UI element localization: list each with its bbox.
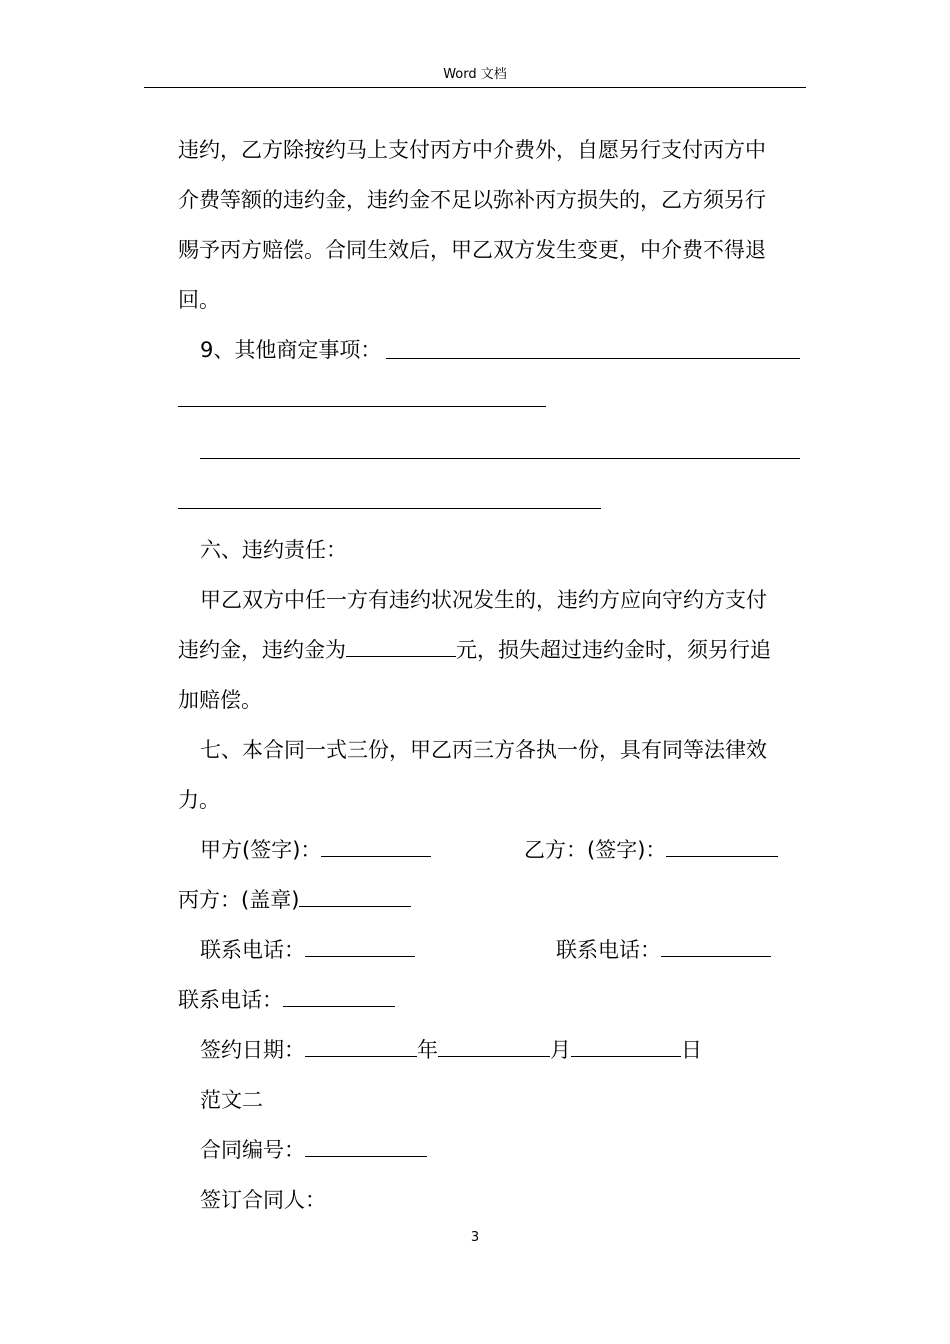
- paragraph-line: 加赔偿。: [178, 688, 262, 712]
- text-span: 甲方(签字)：: [200, 838, 322, 862]
- signature-blank: [666, 836, 778, 857]
- text-span: 丙方：(盖章): [178, 888, 300, 912]
- month-blank: [438, 1036, 550, 1057]
- party-a-signature: [200, 836, 431, 864]
- signing-date: [200, 1036, 702, 1064]
- paragraph-line: 介费等额的违约金，违约金不足以弥补丙方损失的，乙方须另行: [178, 188, 766, 212]
- item9-label: 9、其他商定事项：: [200, 338, 382, 362]
- party-b-signature: [524, 836, 778, 864]
- contract-number-blank: [305, 1136, 427, 1157]
- signers-label: 签订合同人：: [200, 1188, 326, 1212]
- year-blank: [305, 1036, 417, 1057]
- header-rule: [144, 87, 806, 88]
- party-c-phone: [178, 986, 395, 1014]
- party-a-phone: [200, 936, 415, 964]
- paragraph-line: [178, 636, 771, 664]
- text-span: 合同编号：: [200, 1138, 305, 1162]
- text-span: 日: [681, 1038, 702, 1062]
- paragraph-line: 甲乙双方中任一方有违约状况发生的，违约方应向守约方支付: [200, 588, 767, 612]
- text-span: 违约金，违约金为: [178, 638, 346, 662]
- text-span: 年: [417, 1038, 438, 1062]
- text-span: 联系电话：: [200, 938, 305, 962]
- contract-number: [200, 1136, 427, 1164]
- text-span: 联系电话：: [556, 938, 661, 962]
- paragraph-line: 力。: [178, 788, 220, 812]
- sample2-title: 范文二: [200, 1088, 263, 1112]
- text-span: 月: [550, 1038, 571, 1062]
- phone-blank: [305, 936, 415, 957]
- penalty-amount-blank: [346, 636, 456, 657]
- phone-blank: [283, 986, 395, 1007]
- text-span: 签约日期：: [200, 1038, 305, 1062]
- section6-title: 六、违约责任：: [200, 538, 347, 562]
- paragraph-line: 违约，乙方除按约马上支付丙方中介费外，自愿另行支付丙方中: [178, 138, 766, 162]
- text-span: 乙方：(签字)：: [524, 838, 667, 862]
- text-span: 元，损失超过违约金时，须另行追: [456, 638, 771, 662]
- fill-line: [200, 458, 800, 459]
- page-number: 3: [470, 1230, 480, 1245]
- paragraph-line: 七、本合同一式三份，甲乙丙三方各执一份，具有同等法律效: [200, 738, 767, 762]
- fill-line: [178, 406, 546, 407]
- fill-line: [178, 508, 601, 509]
- paragraph-line: 回。: [178, 288, 220, 312]
- seal-blank: [299, 886, 411, 907]
- page-header: Word 文档: [443, 67, 507, 82]
- party-c-seal: [178, 886, 411, 914]
- party-b-phone: [556, 936, 771, 964]
- text-span: 联系电话：: [178, 988, 283, 1012]
- day-blank: [571, 1036, 681, 1057]
- fill-line: [386, 358, 800, 359]
- paragraph-line: 赐予丙方赔偿。合同生效后，甲乙双方发生变更，中介费不得退: [178, 238, 766, 262]
- phone-blank: [661, 936, 771, 957]
- signature-blank: [321, 836, 431, 857]
